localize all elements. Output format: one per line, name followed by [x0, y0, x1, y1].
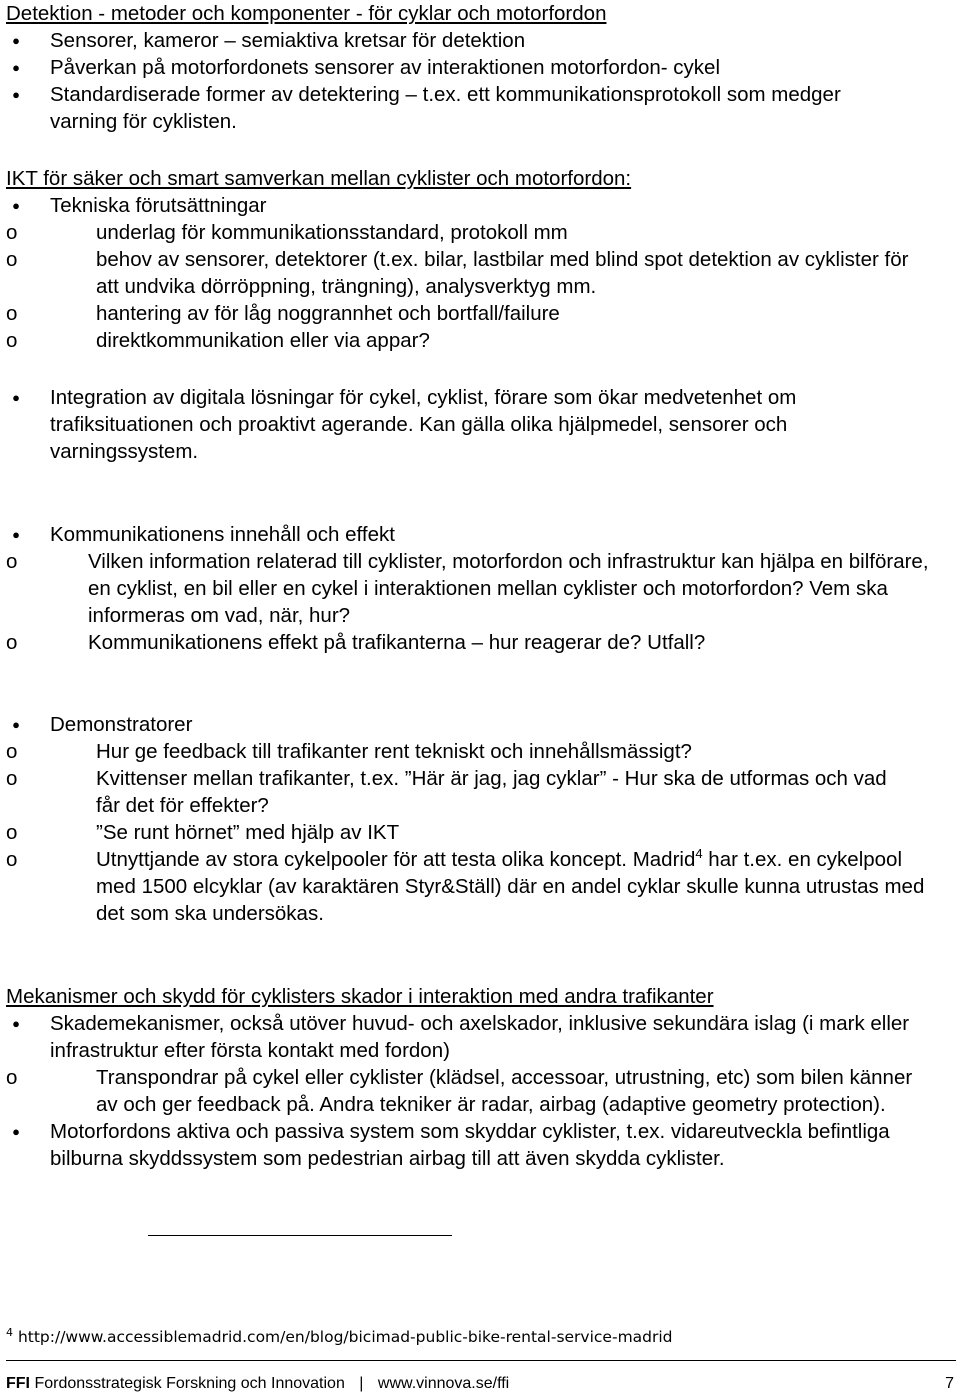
footer-title: Fordonsstrategisk Forskning och Innovation — [34, 1375, 345, 1392]
list-item: ● Påverkan på motorfordonets sensorer av interaktionen motorfordon- cykel — [6, 54, 946, 81]
sub-list-item: o ”Se runt hörnet” med hjälp av IKT — [6, 821, 400, 844]
sub-bullet-icon: o — [6, 821, 18, 844]
bullet-icon: ● — [12, 390, 20, 405]
sub-bullet-icon: o — [6, 329, 18, 352]
sub-bullet-icon: o — [6, 767, 18, 790]
sub-list-item: o Kvittenser mellan trafikanter, t.ex. ”Här är jag, jag cyklar” - Hur ska de utformas och vad får det för effekter? — [6, 767, 887, 817]
sub-bullet-icon: o — [6, 248, 18, 271]
sub-list-item: o behov av sensorer, detektorer (t.ex. bilar, lastbilar med blind spot detektion av cyklister för att undvika dörröppning, trängning), analysverktyg mm. — [6, 248, 909, 298]
sub-list-item: o hantering av för låg noggrannhet och bortfall/failure — [6, 302, 560, 325]
sub-list-item: o Vilken information relaterad till cyklister, motorfordon och infrastruktur kan hjälpa en bilförare, en cyklist, en bil eller en cykel i interaktionen mellan cyklister och motorfordon? Vem ska informeras om vad, när, hur? — [6, 550, 929, 627]
bullet-icon: ● — [12, 33, 20, 48]
page-footer — [6, 1373, 954, 1395]
footnote — [6, 1322, 673, 1348]
list-item: ● Demonstratorer — [6, 711, 946, 738]
section-detektion — [6, 0, 946, 135]
footer-url[interactable]: www.vinnova.se/ffi — [377, 1375, 510, 1392]
sub-bullet-icon: o — [6, 631, 18, 654]
list-item: ● Sensorer, kameror – semiaktiva kretsar för detektion — [6, 27, 946, 54]
footnote-number: 4 — [6, 1326, 13, 1339]
list-item: ● Standardiserade former av detektering – t.ex. ett kommunikationsprotokoll som medger varning för cyklisten. — [6, 81, 946, 135]
sub-bullet-icon: o — [6, 550, 18, 573]
sub-bullet-icon: o — [6, 221, 18, 244]
section-mekanismer — [6, 983, 946, 1172]
bullet-icon: ● — [12, 527, 20, 542]
sub-list-item: o Utnyttjande av stora cykelpooler för att testa olika koncept. Madrid$^4$ har t.ex. en cykelpool med 1500 elcyklar (av karaktären Styr&Ställ) där en andel cyklar skulle kunna utrustas med det som ska undersökas. — [6, 846, 925, 925]
list-item: ● Integration av digitala lösningar för cykel, cyklist, förare som ökar medvetenhet om trafiksituationen och proaktivt agerande. Kan gälla olika hjälpmedel, sensorer och varningssystem. — [6, 384, 946, 465]
footer-org: FFI — [6, 1375, 30, 1392]
section-heading: IKT för säker och smart samverkan mellan cyklister och motorfordon: — [6, 167, 632, 190]
section-heading: Detektion - metoder och komponenter - för cyklar och motorfordon — [6, 2, 607, 25]
footnote-url[interactable]: http://www.accessiblemadrid.com/en/blog/bicimad-public-bike-rental-service-madrid — [17, 1328, 673, 1346]
sub-bullet-icon: o — [6, 848, 18, 871]
sub-list-item: o Kommunikationens effekt på trafikanterna – hur reagerar de? Utfall? — [6, 631, 706, 654]
section-kommunikation — [6, 521, 946, 656]
footnote-ref: 4 — [695, 846, 703, 862]
list-item: ● Tekniska förutsättningar — [6, 192, 946, 219]
footer-divider — [6, 1360, 956, 1361]
sub-bullet-icon: o — [6, 302, 18, 325]
sub-list-item: o Hur ge feedback till trafikanter rent tekniskt och innehållsmässigt? — [6, 740, 692, 763]
page-number: 7 — [945, 1375, 954, 1392]
list-item: ● Skademekanismer, också utöver huvud- och axelskador, inklusive sekundära islag (i mark eller infrastruktur efter första kontakt med fordon) — [6, 1010, 946, 1064]
sub-bullet-icon: o — [6, 1066, 18, 1089]
bullet-icon: ● — [12, 1124, 20, 1139]
bullet-icon: ● — [12, 198, 20, 213]
list-item: ● Motorfordons aktiva och passiva system som skyddar cyklister, t.ex. vidareutveckla befintliga bilburna skyddssystem som pedestrian airbag till att även skydda cyklister. — [6, 1118, 946, 1172]
section-demonstratorer — [6, 711, 946, 927]
bullet-icon: ● — [12, 1016, 20, 1031]
bullet-icon: ● — [12, 717, 20, 732]
bullet-icon: ● — [12, 87, 20, 102]
sub-bullet-icon: o — [6, 740, 18, 763]
sub-list-item: o underlag för kommunikationsstandard, protokoll mm — [6, 221, 568, 244]
footnote-divider — [148, 1235, 452, 1236]
section-ikt — [6, 165, 946, 354]
sub-list-item: o direktkommunikation eller via appar? — [6, 329, 430, 352]
list-item: ● Kommunikationens innehåll och effekt — [6, 521, 946, 548]
sub-list-item: o Transpondrar på cykel eller cyklister (klädsel, accessoar, utrustning, etc) som bilen känner av och ger feedback på. Andra tekniker är radar, airbag (adaptive geometry protection). — [6, 1066, 913, 1116]
bullet-icon: ● — [12, 60, 20, 75]
section-heading: Mekanismer och skydd för cyklisters skador i interaktion med andra trafikanter — [6, 985, 714, 1008]
section-integration — [6, 384, 946, 465]
footer-separator: | — [359, 1375, 364, 1392]
